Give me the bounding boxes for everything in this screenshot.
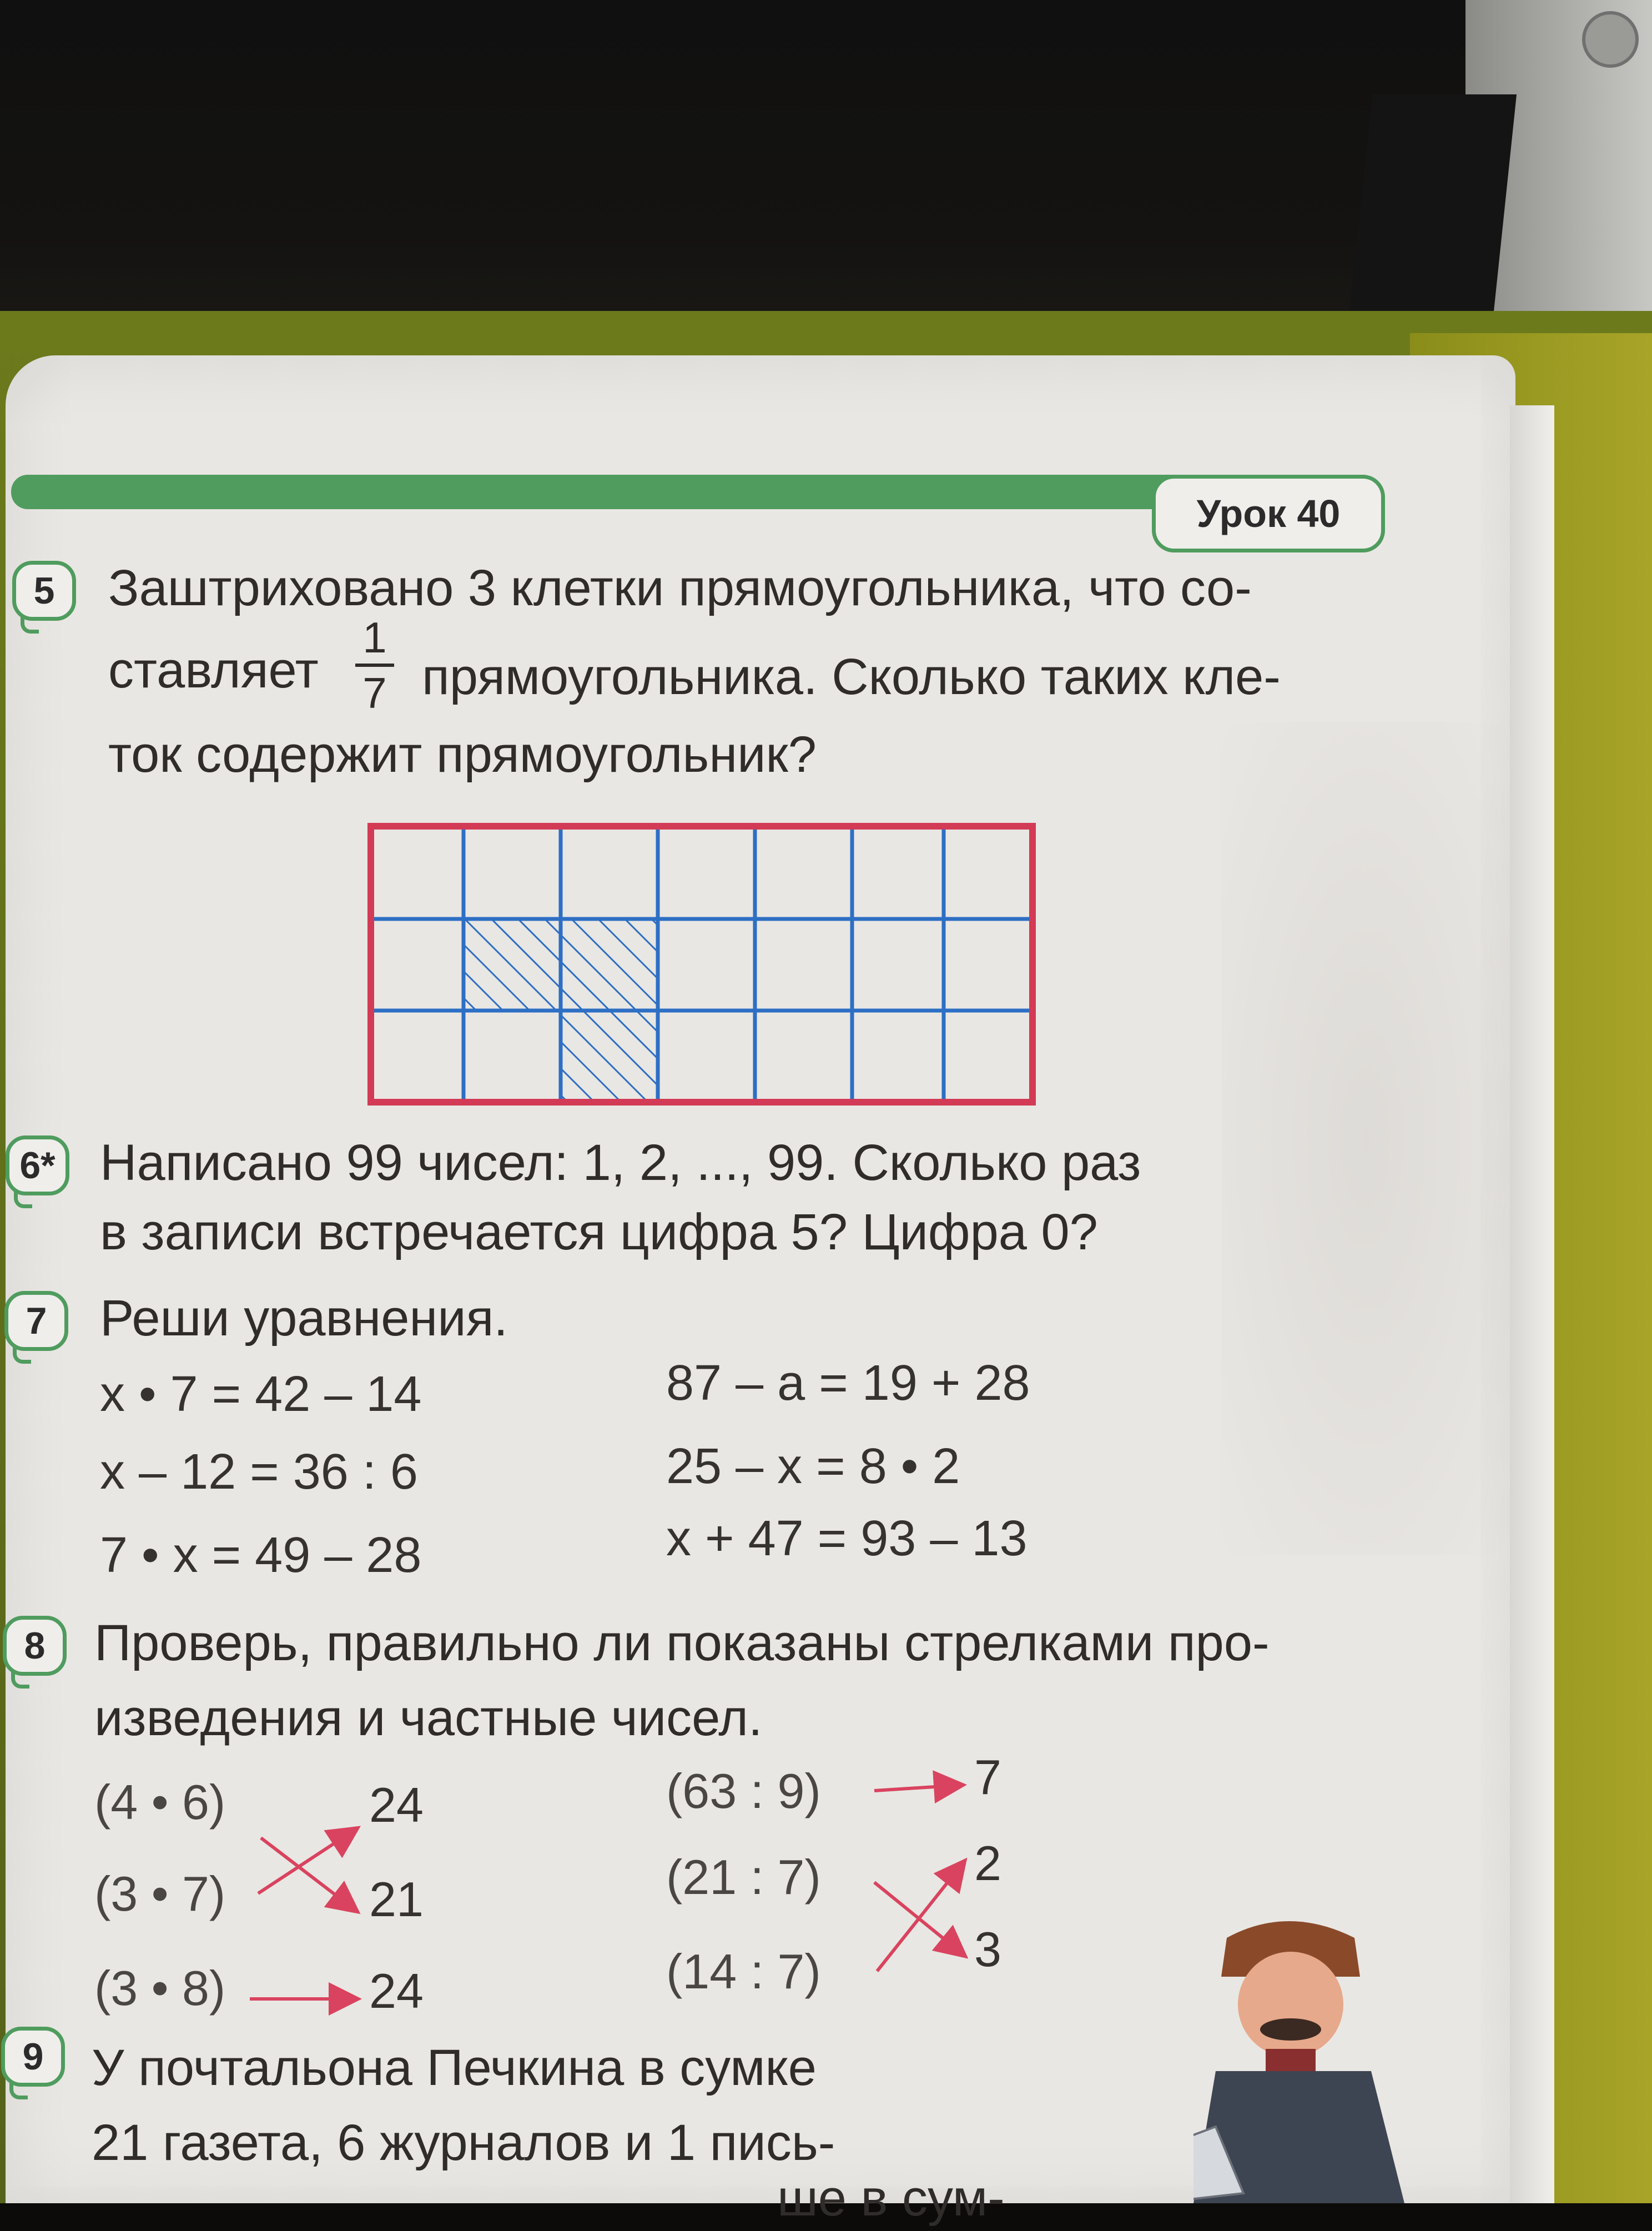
quotient-expr-1: (63 : 9) — [666, 1763, 821, 1818]
product-expr-1: (4 • 6) — [94, 1775, 226, 1830]
task-9-number: 9 — [1, 2027, 65, 2087]
product-expr-3: (3 • 8) — [94, 1961, 226, 2016]
moustache — [1260, 2018, 1321, 2041]
task-8-line-2: изведения и частные чисел. — [94, 1690, 763, 1746]
product-result-3: 24 — [369, 1963, 424, 2018]
task-8-line-1: Проверь, правильно ли показаны стрелками про- — [94, 1615, 1270, 1671]
task-9-line-1: У почтальона Печкина в сумке — [92, 2039, 817, 2096]
arrow-3x7-to-21-crossing — [258, 1830, 355, 1893]
product-result-2: 21 — [369, 1872, 424, 1927]
task-6-number: 6* — [6, 1135, 69, 1195]
equation-left-2: x – 12 = 36 : 6 — [100, 1444, 418, 1500]
quotient-expr-3: (14 : 7) — [666, 1944, 821, 1999]
equation-right-3: x + 47 = 93 – 13 — [666, 1511, 1028, 1566]
equation-right-2: 25 – x = 8 • 2 — [666, 1439, 960, 1494]
task-5-line-1: Заштриховано 3 клетки прямоугольника, что со- — [108, 560, 1252, 616]
equation-right-1: 87 – a = 19 + 28 — [666, 1355, 1030, 1411]
task-8-number: 8 — [3, 1616, 67, 1676]
task-5-line-3: ток содержит прямоугольник? — [108, 726, 817, 783]
task-5-line-2b: прямоугольника. Сколько таких кле- — [422, 649, 1281, 705]
arrow-63div9-to-7 — [874, 1785, 960, 1791]
task-9-line-2: 21 газета, 6 журналов и 1 пись- — [92, 2114, 835, 2171]
task-9-line-3: ше в сум- — [777, 2170, 1005, 2227]
lesson-label: Урок 40 — [1152, 475, 1385, 552]
arrow-21div7-to-3 — [874, 1882, 963, 1954]
fraction-numerator: 1 — [362, 613, 387, 662]
quotient-result-3: 3 — [974, 1922, 1001, 1977]
equation-left-1: x • 7 = 42 – 14 — [100, 1366, 422, 1422]
postman-illustration — [1193, 1916, 1427, 2203]
task-5-line-2a: ставляет — [108, 642, 319, 699]
scarf — [1266, 2049, 1316, 2071]
product-result-1: 24 — [369, 1777, 424, 1832]
quotient-expr-2: (21 : 7) — [666, 1850, 821, 1905]
task-6-line-1: Написано 99 чисел: 1, 2, ..., 99. Сколько раз — [100, 1134, 1141, 1191]
quotient-result-1: 7 — [974, 1750, 1001, 1805]
arrow-4x6-to-21 — [261, 1838, 355, 1910]
task-7-title: Реши уравнения. — [100, 1290, 508, 1346]
task-7-number: 7 — [4, 1291, 68, 1351]
task-5-number: 5 — [12, 561, 76, 621]
product-expr-2: (3 • 7) — [94, 1866, 226, 1921]
fraction-denominator: 7 — [362, 669, 387, 717]
task-6-line-2: в записи встречается цифра 5? Цифра 0? — [100, 1204, 1098, 1260]
face — [1238, 1952, 1343, 2057]
arrow-14div7-to-2 — [877, 1863, 963, 1971]
quotient-result-2: 2 — [974, 1836, 1001, 1891]
equation-left-3: 7 • x = 49 – 28 — [100, 1527, 422, 1583]
